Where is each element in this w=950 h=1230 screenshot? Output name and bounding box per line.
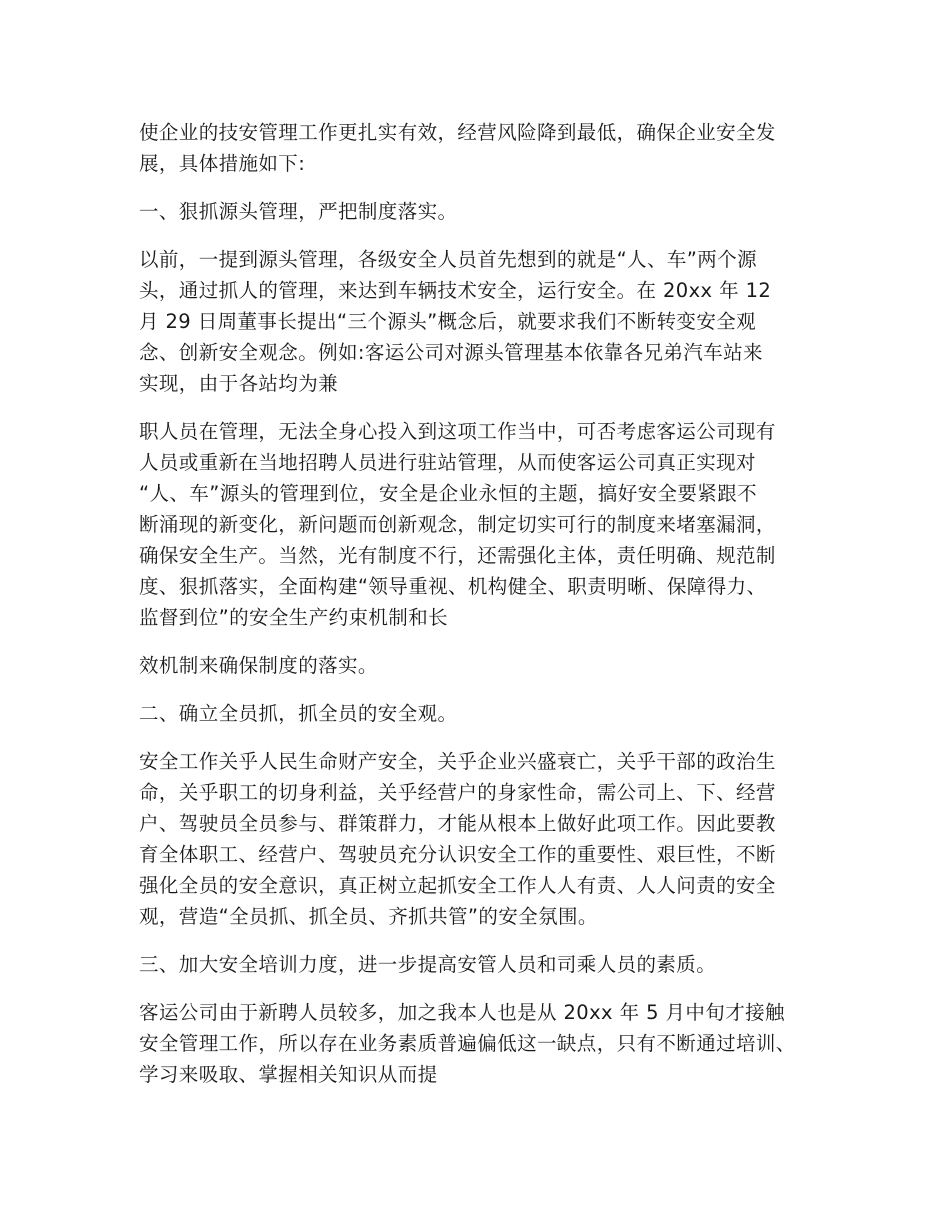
text-line: 客运公司由于新聘人员较多，加之我本人也是从 20xx 年 5 月中旬才接触 — [139, 1001, 785, 1024]
text-line: 以前，一提到源头管理，各级安全人员首先想到的就是“人、车”两个源 — [139, 248, 758, 271]
text-line: 断涌现的新变化，新问题而创新观念，制定切实可行的制度来堵塞漏洞， — [139, 513, 776, 536]
section-heading-1 — [139, 196, 829, 227]
section-heading-2 — [139, 698, 829, 729]
text-line: 职人员在管理，无法全身心投入到这项工作当中，可否考虑客运公司现有 — [139, 420, 776, 443]
text-line: 二、确立全员抓，抓全员的安全观。 — [139, 702, 458, 725]
paragraph-training — [139, 997, 829, 1090]
paragraph-all-staff-safety — [139, 746, 829, 932]
text-line: 育全体职工、经营户、驾驶员充分认识安全工作的重要性、艰巨性，不断 — [139, 843, 776, 866]
text-line: 展，具体措施如下: — [139, 152, 306, 175]
text-line: 一、狠抓源头管理，严把制度落实。 — [139, 200, 458, 223]
text-line: 强化全员的安全意识，真正树立起抓安全工作人人有责、人人问责的安全 — [139, 874, 776, 897]
text-line: 月 29 日周董事长提出“三个源头”概念后，就要求我们不断转变安全观 — [139, 310, 757, 333]
text-line: 度、狠抓落实，全面构建“领导重视、机构健全、职责明晰、保障得力、 — [139, 575, 767, 598]
text-line: 念、创新安全观念。例如:客运公司对源头管理基本依靠各兄弟汽车站来 — [139, 341, 763, 364]
paragraph-station-management — [139, 416, 829, 633]
text-line: 监督到位”的安全生产约束机制和长 — [139, 606, 449, 629]
text-line: 头，通过抓人的管理，来达到车辆技术安全，运行安全。在 20xx 年 12 — [139, 279, 772, 302]
text-line: 使企业的技安管理工作更扎实有效，经营风险降到最低，确保企业安全发 — [139, 121, 776, 144]
section-heading-3 — [139, 949, 829, 980]
paragraph-source-management — [139, 244, 829, 399]
text-line: 效机制来确保制度的落实。 — [139, 654, 378, 677]
text-line: 人员或重新在当地招聘人员进行驻站管理，从而使客运公司真正实现对 — [139, 451, 756, 474]
text-line: 观，营造“全员抓、抓全员、齐抓共管”的安全氛围。 — [139, 905, 598, 928]
text-line: 学习来吸取、掌握相关知识从而提 — [139, 1063, 438, 1086]
text-line: 实现，由于各站均为兼 — [139, 372, 339, 395]
text-line: 安全管理工作，所以存在业务素质普遍偏低这一缺点，只有不断通过培训、 — [139, 1032, 796, 1055]
text-line: “人、车”源头的管理到位，安全是企业永恒的主题，搞好安全要紧跟不 — [139, 482, 758, 505]
paragraph-intro — [139, 117, 829, 179]
paragraph-mechanism — [139, 650, 829, 681]
text-line: 安全工作关乎人民生命财产安全，关乎企业兴盛衰亡，关乎干部的政治生 — [139, 750, 776, 773]
text-line: 三、加大安全培训力度，进一步提高安管人员和司乘人员的素质。 — [139, 953, 717, 976]
document-body — [139, 117, 829, 1107]
text-line: 命，关乎职工的切身利益，关乎经营户的身家性命，需公司上、下、经营 — [139, 781, 776, 804]
text-line: 户、驾驶员全员参与、群策群力，才能从根本上做好此项工作。因此要教 — [139, 812, 776, 835]
text-line: 确保安全生产。当然，光有制度不行，还需强化主体，责任明确、规范制 — [139, 544, 776, 567]
